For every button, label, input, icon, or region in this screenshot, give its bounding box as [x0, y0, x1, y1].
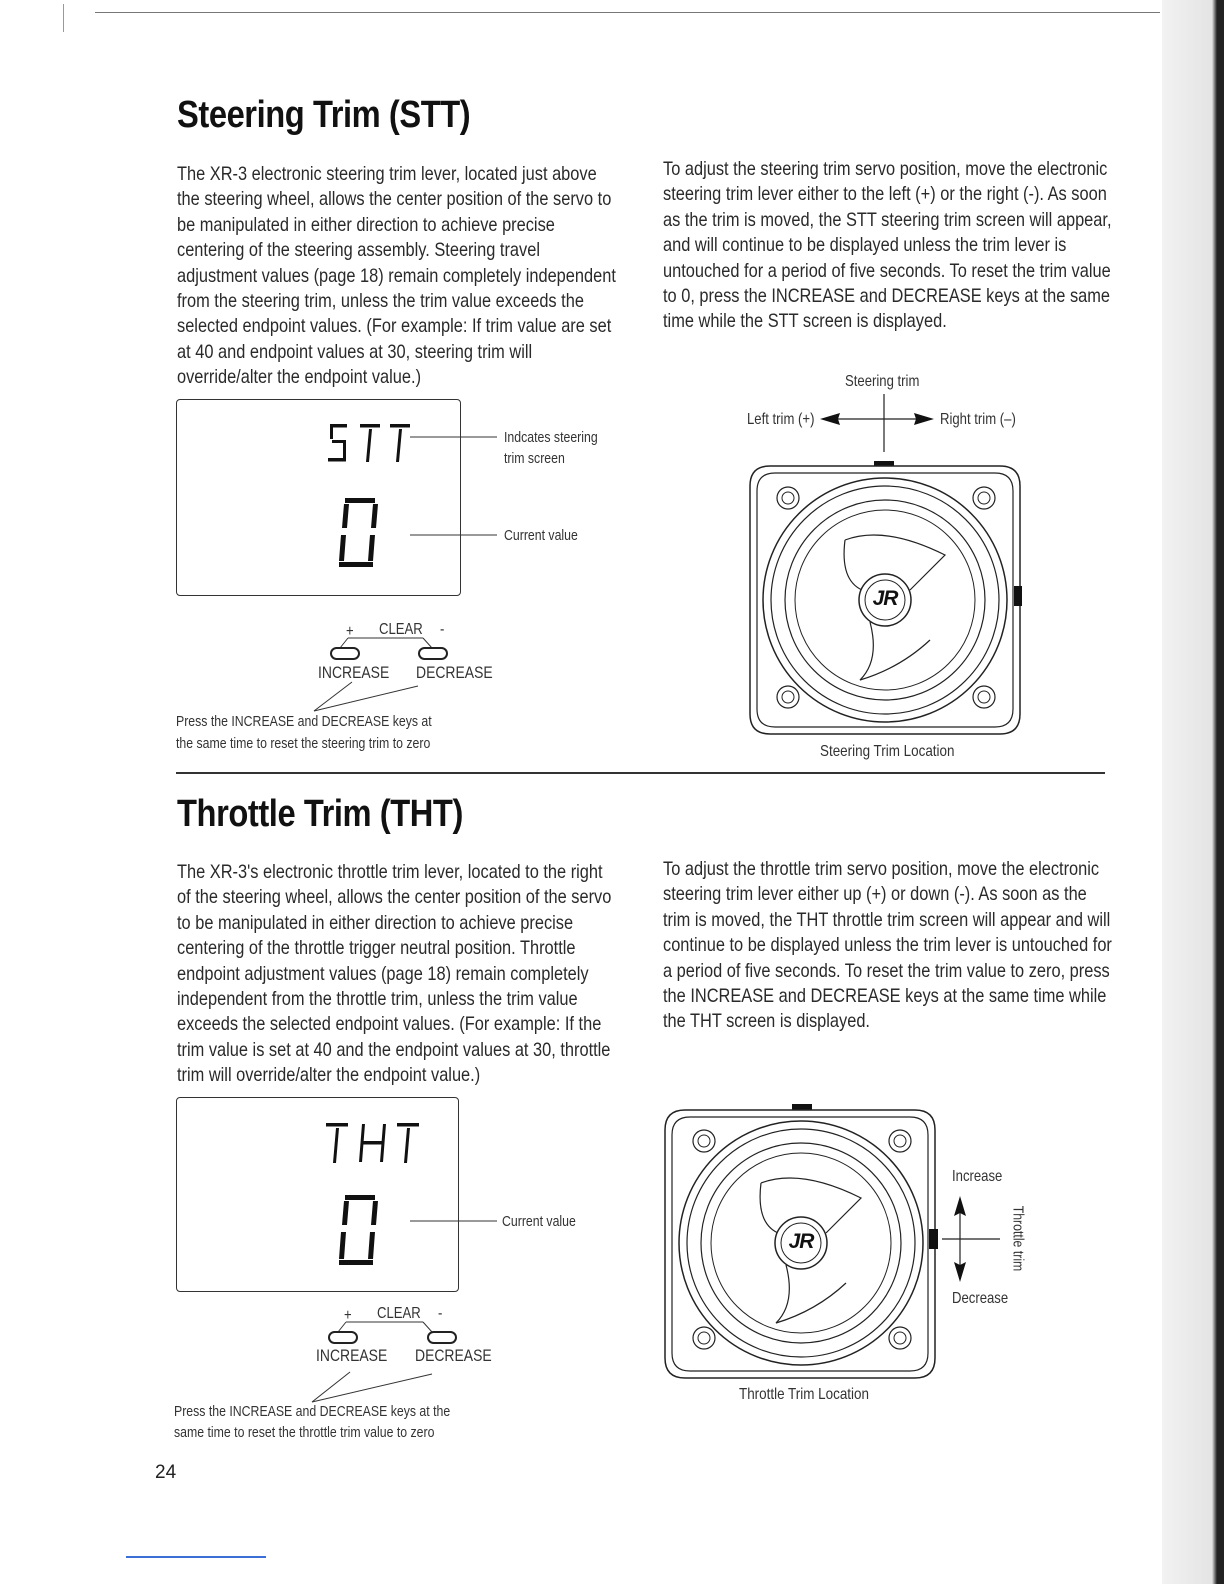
throttle-key-plus: +	[344, 1307, 352, 1324]
throttle-callout-value: Current value	[502, 1213, 576, 1230]
steering-para-right-text: To adjust the steering trim servo position, move the electronic steering trim lever either to the left (+) or the right (-). As soon as the trim is moved, the STT steering trim screen will appear, and will continue to be displayed unless the trim lever is untouched for a period of five seconds. To reset the trim value to 0, press the INCREASE and DECREASE keys at the same time while the STT screen is displayed.	[663, 158, 1112, 333]
down-arrowhead	[954, 1262, 966, 1282]
steering-note-line-2: the same time to reset the steering trim to zero	[176, 735, 431, 752]
steering-note-line-1: Press the INCREASE and DECREASE keys at	[176, 713, 432, 730]
steering-key-plus: +	[346, 623, 354, 640]
throttle-para-right-text: To adjust the throttle trim servo position, move the electronic steering trim lever either up (+) or down (-). As soon as the trim is moved, the THT throttle trim screen will appear and will continue to be displayed unless the trim lever is untouched for a period of five seconds. To reset the trim value to zero, press the INCREASE and DECREASE keys at the same time while the THT screen is displayed.	[663, 858, 1112, 1033]
steering-jr-logo: JR	[872, 587, 898, 610]
up-arrowhead	[954, 1196, 966, 1216]
throttle-key-increase-label: INCREASE	[316, 1346, 388, 1365]
throttle-para-left-text: The XR-3's electronic throttle trim lever, located to the right of the steering wheel, allows the center position of the servo to be manipulated in either direction to achieve precise centering of the throttle trigger neutral position. Throttle endpoint adjustment values (page 18) remain completely independent from the throttle trim, unless the trim value exceeds the selected endpoint values. (For example: If the trim value is set at 40 and the endpoint values at 30, throttle trim will override/alter the endpoint value.)	[177, 861, 612, 1087]
steering-key-decrease-label: DECREASE	[416, 663, 493, 682]
throttle-title: Throttle Trim (THT)	[177, 793, 463, 835]
page-number: 24	[155, 1462, 177, 1483]
steering-para-left-text: The XR-3 electronic steering trim lever, located just above the steering wheel, allows the center position of the servo to be manipulated in either direction to achieve precise centering of the steering assembly. Steering travel adjustment values (page 18) remain completely independent from the steering trim, unless the trim value exceeds the selected endpoint values. (For example: If trim value are set at 40 and endpoint values at 30, steering trim will override/alter the endpoint value.)	[177, 163, 616, 389]
throttle-diagram-decrease: Decrease	[952, 1290, 1009, 1307]
bottom-artifact-line	[126, 1556, 266, 1558]
throttle-key-minus: -	[438, 1305, 443, 1322]
throttle-key-clear: CLEAR	[377, 1305, 421, 1322]
steering-callout-value: Current value	[504, 527, 578, 544]
steering-callout-screen-1: Indcates steering	[504, 429, 598, 446]
steering-callout-screen-2: trim screen	[504, 450, 565, 467]
steering-key-increase-label: INCREASE	[318, 663, 390, 682]
steering-diagram-top-label: Steering trim	[845, 373, 920, 390]
throttle-diagram-side-label: Throttle trim	[1009, 1205, 1027, 1272]
throttle-key-decrease-label: DECREASE	[415, 1346, 492, 1365]
steering-title: Steering Trim (STT)	[177, 94, 471, 136]
throttle-diagram-caption: Throttle Trim Location	[739, 1386, 869, 1403]
steering-key-clear: CLEAR	[379, 621, 423, 638]
steering-diagram-right-label: Right trim (–)	[940, 411, 1016, 428]
throttle-diagram-increase: Increase	[952, 1168, 1003, 1185]
throttle-jr-logo: JR	[788, 1230, 814, 1253]
throttle-note-line-2: same time to reset the throttle trim value to zero	[174, 1424, 435, 1441]
throttle-trim-lever	[929, 1229, 938, 1249]
steering-diagram-left-label: Left trim (+)	[747, 411, 815, 428]
steering-diagram-caption: Steering Trim Location	[820, 743, 955, 760]
throttle-note-line-1: Press the INCREASE and DECREASE keys at the	[174, 1403, 451, 1420]
steering-key-minus: -	[440, 621, 445, 638]
